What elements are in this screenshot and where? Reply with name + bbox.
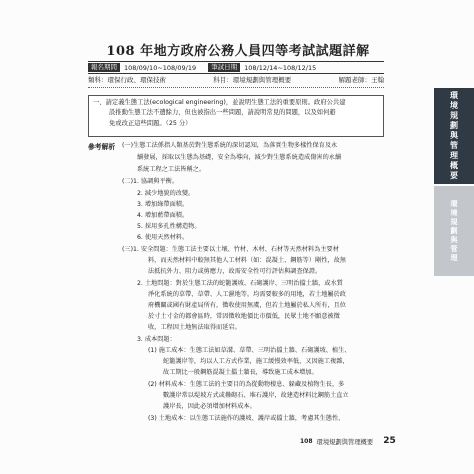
answer-line: (三)1. 安全問題：生態工法主要以土壤、竹材、木材、石材等天然材料為主要材: [122, 246, 339, 253]
answer-line: 6. 使用天然材料。: [137, 234, 189, 241]
answer-line: (3) 土地成本：以生態工法施作的護坡、護岸或擋土牆，考慮其生態性、: [148, 415, 345, 422]
answer-line: 2. 土地問題：對於生態工法的蛇籠護坡、石砌護岸、三明治擋土牆，或水質: [137, 280, 343, 287]
footer-text: 環境規劃與管理概要: [316, 438, 374, 446]
answer-line: 法抵抗外力、阻力或剪應力，故需安全性可行評估與調查保證。: [148, 268, 322, 275]
answer-label: 參考解析: [88, 143, 116, 151]
author: 解題老師：王翰: [338, 76, 384, 84]
registration-tag: 報名期間: [88, 63, 120, 72]
footer-logo: 108: [300, 437, 313, 445]
answer-line: 續發展，採取以生態為基礎，安全為導向，減少對生態系統造成傷害的永續: [137, 154, 342, 161]
question-line: 一、請定義生態工法(ecological engineering)，並說明生態工法的重要原則。政府公共建: [93, 99, 346, 106]
subject: 科目：環境規劃與管理概要: [213, 76, 292, 84]
answer-line: 5. 採用多孔性構造物。: [137, 223, 201, 230]
question-line: 設推動生態工法不遺餘力，但也被指出一些問題，請說明常見的問題，以及如何避: [109, 109, 336, 117]
answer-line: 收，工程因土地無法取得而延宕。: [148, 324, 241, 331]
answer-line: 故工期比一般鋼筋混凝土擋土牆長，導致施工成本增加。: [163, 369, 318, 376]
answer-line: 3. 成本問題：: [137, 336, 176, 343]
page-number: 25: [383, 436, 396, 446]
exam-date: 108/12/14~108/12/15: [244, 63, 317, 72]
question-line: 免或改正這些問題。（25 分）: [109, 119, 192, 127]
side-tab-secondary: 環境規劃與管理: [434, 186, 474, 276]
page-footer: [300, 436, 396, 446]
registration-bar: [88, 61, 384, 74]
answer-line: 府機關或國有財產局所有，徵收使用無虞，但若土地屬於私人所有，且位: [148, 302, 346, 309]
answer-line: (一)生態工法係指人類基於對生態系統的深切認知，為落實生物多樣性保育及永: [122, 142, 338, 149]
page-title: 108 年地方政府公務人員四等考試試題詳解: [106, 44, 370, 59]
answer-line: (2) 材料成本：生態工法的主要目的為從動物棲息、躲藏及植物生長，多: [148, 381, 345, 388]
answer-line: (二)1. 協調與平衡。: [122, 178, 179, 185]
answer-line: 數護岸常以堤坡方式或疊砌石、堆石護岸，故建造材料比鋼筋土直立: [163, 392, 349, 399]
answer-line: 料，而天然材料中較無其他人工材料（如：混凝土、鋼筋等）剛性，故無: [148, 257, 346, 264]
answer-line: 護岸長，因此必須增加材料成本。: [163, 403, 256, 410]
answer-line: 4. 增加藍帶面積。: [137, 212, 189, 219]
question-box: [88, 95, 384, 137]
answer-line: (1) 施工成本：生態工法如草溝、草帶、三明治擋土牆、石砌護坡、植生、: [148, 347, 351, 354]
answer-line: 系統工程之工法皆稱之。: [137, 166, 206, 173]
registration-period: 108/09/10~108/09/19: [124, 63, 197, 72]
answer-line: 2. 減少地貌的改變。: [137, 190, 195, 197]
side-tab-subject: 環境規劃與管理概要: [434, 88, 474, 184]
answer-line: 淨化系統的草帶、草帶、人工濕地等，均需要較多的用地，若土地屬於政: [148, 291, 346, 298]
exam-date-tag: 筆試日期: [208, 63, 240, 72]
answer-line: 蛇籠護岸等，均以人工方式作業，施工緩慢效率低，又因施工複雜，: [163, 358, 349, 365]
category: 類科：環保行政、環保技術: [88, 76, 166, 84]
answer-line: 3. 增加綠帶面積。: [137, 201, 189, 208]
answer-line: 於寸土寸金的都會區時，常因徵收地價比市價低，民眾土地不願意被徵: [148, 313, 340, 320]
exam-meta: [88, 75, 384, 88]
